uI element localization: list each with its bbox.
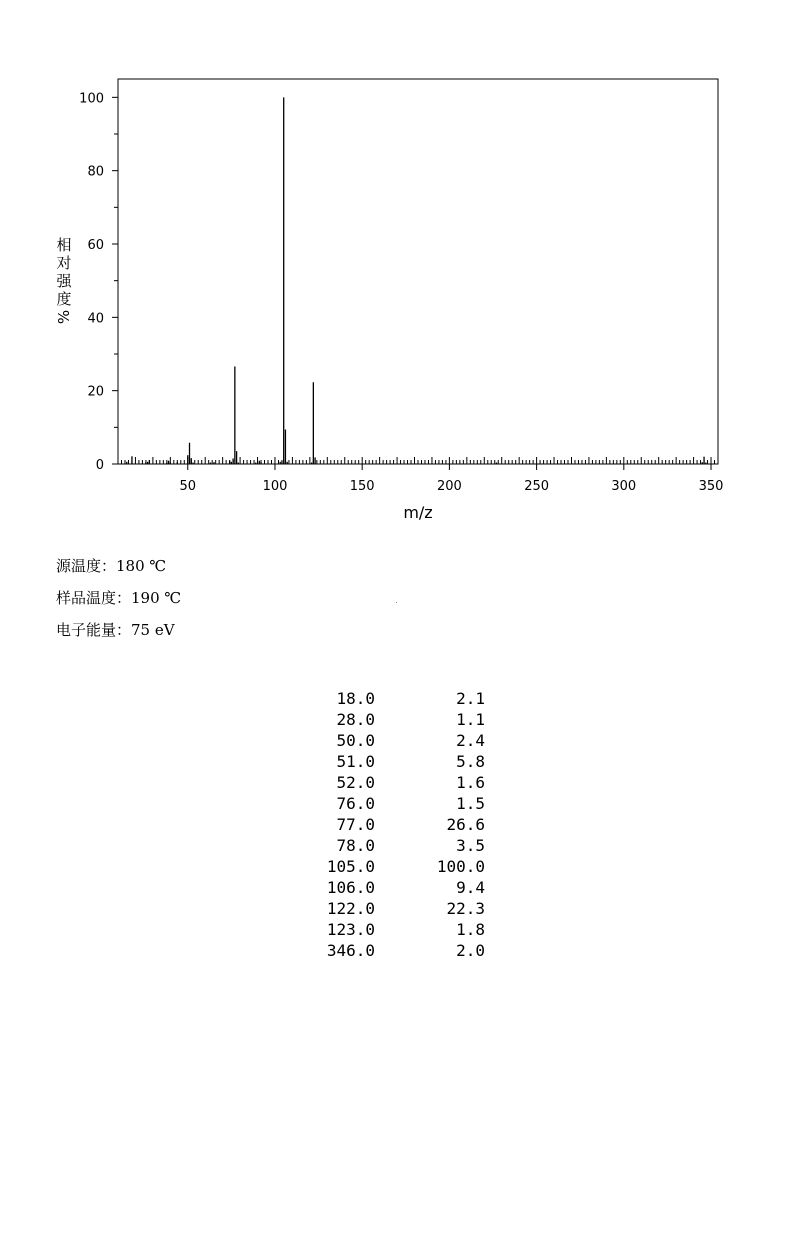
minor-tick-marks — [118, 457, 718, 464]
y-axis-label-char: 强 — [56, 272, 72, 290]
y-tick-label: 0 — [95, 458, 104, 473]
peak-intensity-value: 1.8 — [456, 920, 485, 939]
peak-intensity-value: 1.6 — [456, 773, 485, 792]
peak-mz-value: 123.0 — [326, 920, 375, 939]
peak-mz-value: 51.0 — [336, 752, 375, 771]
y-axis-label-char: % — [55, 309, 73, 325]
y-tick-label: 60 — [87, 238, 104, 253]
peak-table-row — [300, 772, 485, 793]
source-temperature: 源温度：180 ℃ — [56, 557, 167, 575]
peak-table-row — [300, 835, 485, 856]
x-tick-label: 150 — [349, 479, 375, 494]
y-axis-label — [55, 236, 73, 324]
peak-intensity-value: 9.4 — [456, 878, 485, 897]
peak-table-row — [300, 814, 485, 835]
peak-intensity-value: 2.1 — [456, 689, 485, 708]
x-tick-label: 250 — [524, 479, 550, 494]
peak-table-row — [300, 793, 485, 814]
peak-table-row — [300, 856, 485, 877]
peak-mz-value: 76.0 — [336, 794, 375, 813]
peak-table-row — [300, 730, 485, 751]
y-axis — [79, 91, 118, 473]
peak-table-row — [300, 919, 485, 940]
y-tick-label: 80 — [87, 164, 104, 180]
peak-intensity-value: 2.0 — [456, 941, 485, 960]
peak-intensity-value: 3.5 — [456, 836, 485, 855]
peak-table-row — [300, 709, 485, 730]
electron-energy: 电子能量：75 eV — [56, 621, 175, 639]
peak-list-table — [300, 688, 485, 961]
peak-intensity-value: 22.3 — [446, 899, 485, 918]
plot-frame — [118, 79, 718, 464]
x-tick-label: 100 — [262, 479, 288, 494]
mass-spectrum-chart — [0, 0, 794, 530]
y-tick-label: 100 — [79, 91, 104, 107]
y-axis-label-char: 相 — [56, 236, 72, 254]
peak-table-row — [300, 940, 485, 961]
peak-mz-value: 346.0 — [326, 941, 375, 960]
stray-dot — [396, 602, 397, 603]
peak-intensity-value: 5.8 — [456, 752, 485, 771]
peak-mz-value: 105.0 — [326, 857, 375, 876]
x-tick-label: 200 — [436, 479, 462, 494]
y-tick-label: 40 — [87, 311, 104, 327]
spectrum-peaks — [127, 97, 706, 464]
x-axis-label: m/z — [403, 503, 433, 522]
peak-mz-value: 78.0 — [336, 836, 375, 855]
peak-intensity-value: 1.1 — [456, 710, 485, 729]
instrument-conditions — [56, 550, 181, 646]
y-tick-label: 20 — [87, 384, 104, 400]
peak-mz-value: 28.0 — [336, 710, 375, 729]
peak-intensity-value: 26.6 — [446, 815, 485, 834]
peak-table-row — [300, 688, 485, 709]
x-tick-label: 300 — [611, 479, 637, 494]
sample-temperature: 样品温度：190 ℃ — [56, 589, 182, 607]
peak-mz-value: 77.0 — [336, 815, 375, 834]
peak-mz-value: 50.0 — [336, 731, 375, 750]
peak-intensity-value: 100.0 — [436, 857, 485, 876]
x-tick-label: 50 — [179, 479, 197, 494]
peak-intensity-value: 2.4 — [456, 731, 485, 750]
peak-mz-value: 52.0 — [336, 773, 375, 792]
peak-table-row — [300, 751, 485, 772]
peak-table-row — [300, 898, 485, 919]
peak-mz-value: 18.0 — [336, 689, 375, 708]
peak-intensity-value: 1.5 — [456, 794, 485, 813]
peak-mz-value: 106.0 — [326, 878, 375, 897]
y-axis-label-char: 对 — [56, 254, 72, 272]
x-tick-label: 350 — [698, 479, 724, 494]
peak-mz-value: 122.0 — [326, 899, 375, 918]
y-axis-label-char: 度 — [56, 290, 72, 308]
peak-table-row — [300, 877, 485, 898]
x-axis — [179, 464, 723, 494]
